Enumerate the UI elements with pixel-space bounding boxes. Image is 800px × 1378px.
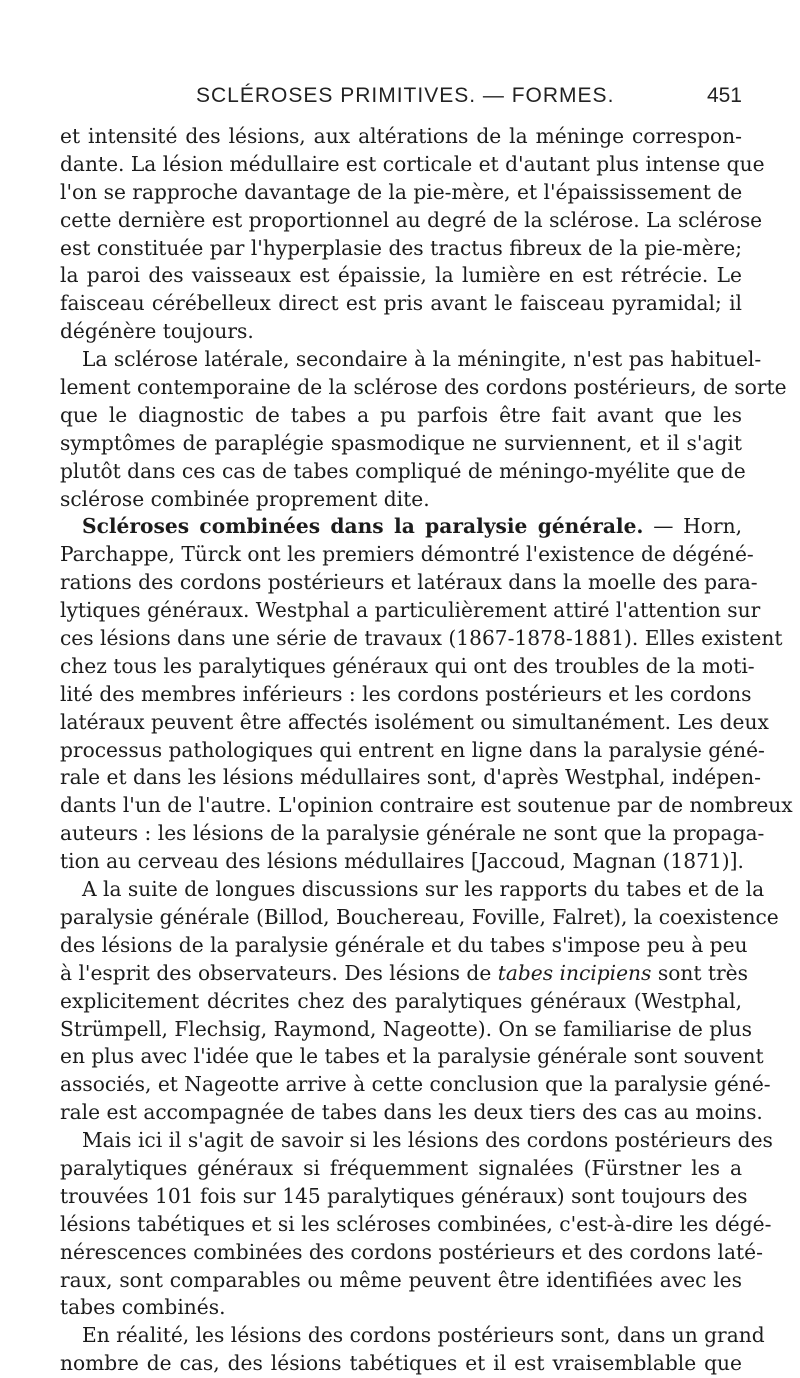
text-line: la paroi des vaisseaux est épaissie, la lumière en est rétrécie. Le — [60, 263, 742, 288]
italic-term: tabes incipiens — [497, 960, 652, 985]
text-line: lytiques généraux. Westphal a particulièrement attiré l'attention sur — [60, 598, 761, 623]
text-line: tabes combinés. — [60, 1295, 226, 1320]
text-line: paralytiques généraux si fréquemment signalées (Fürstner les a — [60, 1155, 742, 1180]
text-line: rations des cordons postérieurs et latéraux dans la moelle des para- — [60, 570, 758, 595]
text-line: tion au cerveau des lésions médullaires [Jaccoud, Magnan (1871)]. — [60, 849, 744, 874]
text-line: Parchappe, Türck ont les premiers démontré l'existence de dégéné- — [60, 542, 754, 567]
text-line: plutôt dans ces cas de tabes compliqué de méningo-myélite que de — [60, 458, 746, 483]
text-line: trouvées 101 fois sur 145 paralytiques généraux) sont toujours des — [60, 1183, 748, 1208]
text-line: auteurs : les lésions de la paralysie générale ne sont que la propaga- — [60, 821, 765, 846]
text-line: en plus avec l'idée que le tabes et la paralysie générale sont souvent — [60, 1044, 764, 1069]
running-head — [60, 84, 742, 114]
text-line: A la suite de longues discussions sur les rapports du tabes et de la — [82, 877, 765, 902]
text-line: explicitement décrites chez des paralytiques généraux (Westphal, — [60, 988, 742, 1013]
text-line: est constituée par l'hyperplasie des tractus fibreux de la pie-mère; — [60, 235, 742, 260]
text-fragment: — Horn, — [653, 514, 743, 539]
text-line: latéraux peuvent être affectés isolément ou simultanément. Les deux — [60, 709, 769, 734]
text-line: lité des membres inférieurs : les cordons postérieurs et les cordons — [60, 681, 752, 706]
text-line: que le diagnostic de tabes a pu parfois être fait avant que les — [60, 402, 742, 427]
text-line: dégénère toujours. — [60, 319, 254, 344]
text-line: des lésions de la paralysie générale et du tabes s'impose peu à peu — [60, 932, 748, 957]
text-line: paralysie générale (Billod, Bouchereau, Foville, Falret), la coexistence — [60, 904, 779, 929]
text-line: nombre de cas, des lésions tabétiques et il est vraisemblable que — [60, 1351, 742, 1376]
text-line: symptômes de paraplégie spasmodique ne surviennent, et il s'agit — [60, 430, 742, 455]
text-line: Mais ici il s'agit de savoir si les lésions des cordons postérieurs des — [82, 1128, 773, 1153]
text-fragment: sont très — [657, 960, 748, 985]
section-heading-line — [60, 513, 742, 541]
text-line: et intensité des lésions, aux altérations de la méninge correspon- — [60, 124, 742, 148]
text-line: rale et dans les lésions médullaires sont, d'après Westphal, indépen- — [60, 765, 761, 790]
text-line-with-italic — [60, 960, 748, 988]
text-line: dants l'un de l'autre. L'opinion contraire est soutenue par de nombreux — [60, 793, 793, 818]
text-line: associés, et Nageotte arrive à cette conclusion que la paralysie géné- — [60, 1072, 771, 1097]
text-line: lement contemporaine de la sclérose des cordons postérieurs, de sorte — [60, 375, 787, 400]
text-line: lésions tabétiques et si les scléroses combinées, c'est-à-dire les dégé- — [60, 1211, 772, 1236]
text-line: sclérose combinée proprement dite. — [60, 486, 430, 511]
text-line: nérescences combinées des cordons postérieurs et des cordons laté- — [60, 1239, 763, 1264]
text-line: rale est accompagnée de tabes dans les deux tiers des cas au moins. — [60, 1100, 763, 1125]
body-text — [60, 123, 793, 1378]
running-title: SCLÉROSES PRIMITIVES. — FORMES. — [196, 84, 615, 107]
text-line: ces lésions dans une série de travaux (1867-1878-1881). Elles existent — [60, 626, 783, 651]
text-line: cette dernière est proportionnel au degré de la sclérose. La sclérose — [60, 207, 763, 232]
text-line: La sclérose latérale, secondaire à la méningite, n'est pas habituel- — [82, 347, 762, 372]
text-line: chez tous les paralytiques généraux qui ont des troubles de la moti- — [60, 653, 755, 678]
text-line: raux, sont comparables ou même peuvent être identifiées avec les — [60, 1267, 742, 1292]
text-line: Strümpell, Flechsig, Raymond, Nageotte). On se familiarise de plus — [60, 1016, 753, 1041]
section-heading: Scléroses combinées dans la paralysie générale. — [82, 514, 644, 539]
text-line: l'on se rapproche davantage de la pie-mère, et l'épaississement de — [60, 179, 743, 204]
page-number: 451 — [706, 84, 742, 107]
text-line: En réalité, les lésions des cordons postérieurs sont, dans un grand — [82, 1323, 765, 1348]
text-fragment: à l'esprit des observateurs. Des lésions de — [60, 960, 492, 985]
text-line: processus pathologiques qui entrent en ligne dans la paralysie géné- — [60, 737, 765, 762]
text-line: dante. La lésion médullaire est corticale et d'autant plus intense que — [60, 151, 765, 176]
text-line: faisceau cérébelleux direct est pris avant le faisceau pyramidal; il — [60, 291, 742, 316]
